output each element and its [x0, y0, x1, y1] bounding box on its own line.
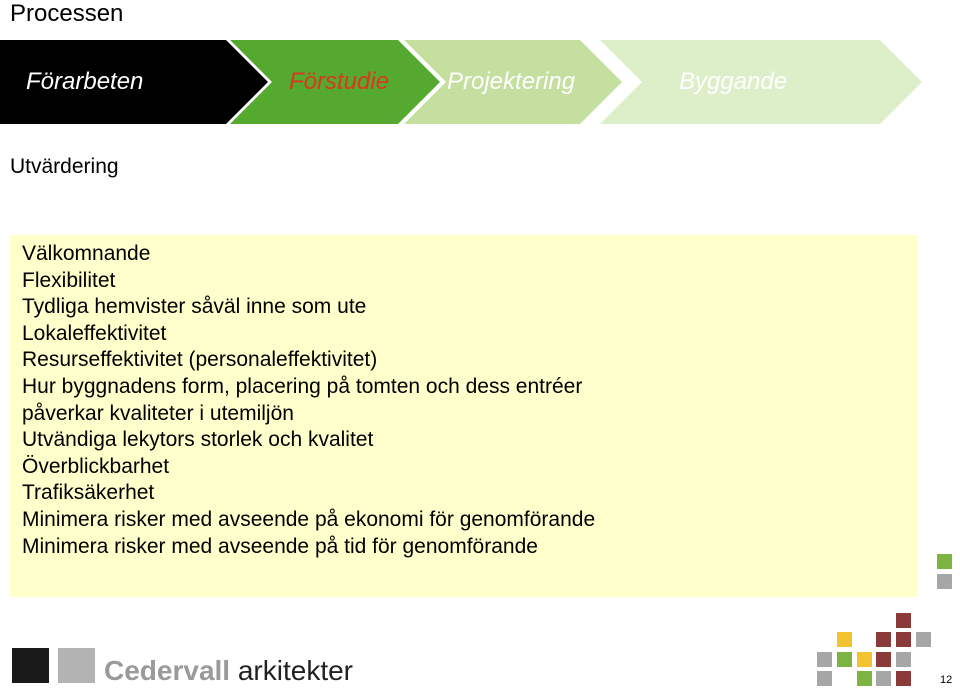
step-forstudie[interactable]: Förstudie — [289, 68, 390, 95]
criteria-item: Minimera risker med avseende på ekonomi för genomförande — [22, 507, 596, 531]
step-byggande[interactable]: Byggande — [679, 68, 788, 95]
criteria-item: Lokaleffektivitet — [22, 321, 167, 345]
step-forarbeten[interactable]: Förarbeten — [26, 68, 144, 95]
criteria-item: Tydliga hemvister såväl inne som ute — [22, 295, 367, 319]
criteria-item: Resurseffektivitet (personaleffektivitet) — [22, 348, 378, 372]
decor-square-red — [876, 652, 891, 667]
decor-square-red — [876, 632, 891, 647]
criteria-panel — [10, 235, 918, 597]
decor-square-gray — [817, 652, 832, 667]
logo-square-gray — [58, 648, 95, 683]
criteria-item: Överblickbarhet — [22, 454, 170, 478]
logo-square-dark — [12, 648, 49, 683]
section-title: Utvärdering — [10, 155, 119, 178]
criteria-item: Minimera risker med avseende på tid för genomförande — [22, 534, 538, 558]
logo-text — [104, 656, 353, 686]
criteria-item: Flexibilitet — [22, 268, 116, 292]
decor-square-red — [896, 632, 911, 647]
decor-square-green — [857, 671, 872, 686]
decor-square-gray — [817, 671, 832, 686]
criteria-list — [10, 235, 918, 560]
decor-square-green — [937, 554, 952, 569]
process-chevron-bar — [0, 40, 960, 124]
company-logo — [12, 648, 354, 688]
decor-square-gray — [937, 574, 952, 589]
decor-square-green — [837, 652, 852, 667]
step-projektering[interactable]: Projektering — [447, 68, 576, 95]
criteria-item: Hur byggnadens form, placering på tomten och dess entréer — [22, 374, 583, 398]
logo-name-light: arkitekter — [230, 655, 354, 686]
decor-square-gray — [876, 671, 891, 686]
criteria-item: Välkomnande — [22, 242, 151, 265]
page-title: Processen — [10, 0, 124, 27]
decor-square-yellow — [837, 632, 852, 647]
page-number: 12 — [940, 674, 953, 686]
decor-square-gray — [916, 632, 931, 647]
decor-square-red — [896, 671, 911, 686]
logo-name-bold: Cedervall — [104, 655, 231, 686]
criteria-item: Trafiksäkerhet — [22, 481, 155, 505]
decor-square-yellow — [857, 652, 872, 667]
decor-square-red — [896, 613, 911, 628]
decor-square-gray — [896, 652, 911, 667]
criteria-item: Utvändiga lekytors storlek och kvalitet — [22, 428, 374, 452]
criteria-item: påverkar kvaliteter i utemiljön — [22, 401, 294, 425]
